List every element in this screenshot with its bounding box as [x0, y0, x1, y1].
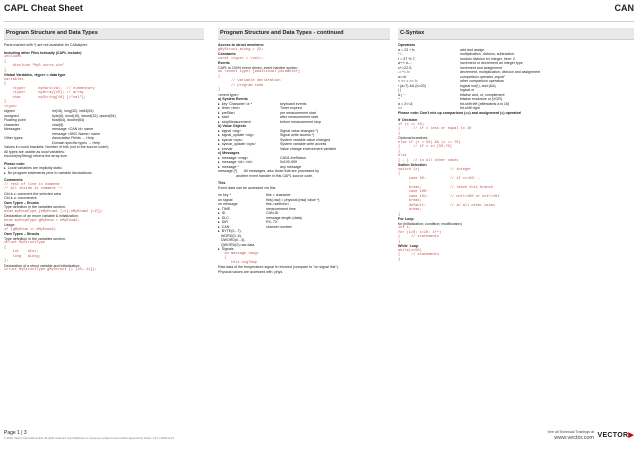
text-line: Values in round brackets: Number of bits (not in the source code!). — [4, 145, 110, 149]
term: ▸ key 'Character' or * — [218, 101, 253, 106]
description: modulo division for integer, here: 2 — [460, 56, 515, 61]
code-line: { // statements — [398, 235, 439, 239]
description: System variable value changed — [280, 137, 330, 142]
code-line: for (i=0; i<10; i++) — [398, 230, 442, 235]
code-line: variables — [4, 77, 24, 82]
description: measurement time — [266, 206, 296, 211]
code-line: { — [4, 59, 7, 64]
code-line: if (gMyEnum == eMyEnum2) — [4, 227, 56, 232]
term: | | — [398, 88, 401, 92]
column-c-syntax — [398, 28, 634, 262]
code-line: int i; — [398, 226, 411, 230]
bus-label: CAN — [614, 3, 634, 13]
code-line: <type> — [4, 104, 17, 109]
code-line: break; — [398, 199, 422, 203]
term: on signal — [218, 197, 233, 202]
description: keyboard events — [280, 101, 307, 106]
text-line: Usage: — [4, 223, 16, 227]
code-line: if (x <= 10) — [398, 122, 424, 127]
code-line: const <type> = <val>; — [218, 56, 264, 61]
term: Other types — [4, 136, 23, 140]
description: add and assign — [460, 47, 485, 52]
header-divider — [4, 21, 634, 22]
term: ▸ timer <tmr> — [218, 106, 241, 110]
section-heading: Please note: Don't mix up comparison (==) and assignment (=) operator! — [398, 110, 522, 115]
term: & | ~ — [398, 92, 406, 97]
term: * / - — [398, 52, 404, 56]
term: ▸ DLC — [218, 215, 229, 220]
term: >> — [398, 106, 403, 110]
term: c+=22.0; — [398, 65, 412, 70]
term: ^ — [398, 97, 400, 101]
text-line: Event data can be accessed via this. — [218, 185, 277, 190]
term: a = 2<<3; — [398, 101, 414, 106]
description: this[.raw] = physical [raw] value *) — [266, 197, 320, 202]
section-heading: Operators — [398, 43, 416, 47]
code-line: } — [398, 212, 401, 217]
term: WORD(0..6), — [218, 233, 242, 238]
column-structure — [4, 28, 204, 273]
code-line: case 100: — [398, 190, 429, 194]
text-line: Declaration of an enum variable & initialization: — [4, 214, 79, 218]
description: bit-shift right — [460, 106, 480, 110]
code-line: case 101: // cnt+=100 or cnt+=101 — [398, 194, 500, 199]
section-heading: b) Value Objects — [218, 124, 246, 128]
term: ▸ signal_update <sig> — [218, 133, 254, 137]
description: Associative Fields → Help — [52, 136, 94, 140]
text-line: Optional branches: — [398, 136, 429, 140]
description: this.<selector> — [266, 202, 290, 206]
term: ▸ envvar — [218, 146, 233, 151]
description: increment or decrement an integer type — [460, 61, 523, 65]
description: message <DBC-Name> name — [52, 131, 101, 136]
term: signed — [4, 109, 15, 113]
description: other comparison operators — [460, 79, 504, 83]
text-line: ▸ No program statements prior to variable declarations — [4, 170, 92, 175]
term: ▸ BYTE(0...7), — [218, 229, 242, 233]
term: Messages — [4, 127, 21, 131]
code-line: else — [398, 154, 407, 158]
code-line: }; — [4, 259, 9, 263]
page-title: CAPL Cheat Sheet — [4, 3, 83, 13]
code-line: } — [398, 149, 401, 154]
term: unsigned — [4, 113, 19, 118]
description: logical or — [460, 88, 475, 92]
code-line: enum myEnumType {eMyEnum1 [=1],eMyEnum2 [=2]}; — [4, 209, 104, 214]
code-line: } — [398, 131, 401, 136]
code-line: { — [218, 74, 221, 79]
description: increment and assignment — [460, 65, 503, 70]
code-line: struct MyStructType — [4, 241, 45, 245]
description: channel number — [266, 224, 292, 229]
description: logical not(!), and (&&) — [460, 83, 496, 88]
term: r = 37 % 7; — [398, 56, 416, 61]
term: ▸ stopMeasurement — [218, 119, 251, 124]
description: Value change environment variable — [280, 146, 337, 151]
term: ▸ signal <sig> — [218, 128, 241, 133]
term: ▸ sysvar <sys> — [218, 137, 243, 142]
code-line: char myString[10] [="val"]; — [4, 95, 86, 100]
section-heading: If Decision — [398, 118, 418, 122]
code-line: <type> myVar1=val; // elementary — [4, 86, 95, 91]
code-line: struct MyStructType gMyStruct [= {10,-11}]; — [4, 268, 97, 272]
term: on message — [218, 202, 238, 206]
code-line: … — [398, 181, 411, 185]
column-heading: C-Syntax — [398, 28, 634, 40]
code-line: default: // in all other cases — [398, 203, 496, 208]
text-line: Declaration of a struct variable and initialization: — [4, 263, 81, 268]
code-line: <type> myArray[10]; // array — [4, 91, 84, 95]
text-line: elcount(myString) returns the array size. — [4, 154, 68, 158]
description: bitwise exclusive or (XOR) — [460, 97, 503, 101]
section-heading: Switch Selection — [398, 163, 427, 167]
code-line: break; — [398, 208, 422, 212]
term: character — [4, 122, 19, 127]
term: ▸ ID — [218, 211, 226, 215]
text-line: Raw data of the temperature signal is returned (compare to "on signal this"). — [218, 265, 339, 269]
description: any message — [280, 164, 302, 169]
description: comparison operator „equal" — [460, 74, 506, 79]
code-line: } — [398, 239, 401, 244]
code-line: this.sigTemp — [218, 260, 257, 265]
description: float(64), double(64) — [52, 118, 85, 122]
code-line: switch (x) // integer — [398, 167, 472, 172]
description: char(8) — [52, 122, 64, 127]
term: ▸ TIME — [218, 206, 231, 211]
description: byte(8), word(16), dword(32), qword(64) — [52, 113, 116, 118]
logo-triangle-icon: ▶ — [628, 432, 634, 439]
term: DWORD(0...4), — [218, 238, 246, 242]
section-heading: c) Messages — [218, 151, 240, 155]
code-line: { … } // in all other cases — [398, 158, 459, 163]
code-line: /* all inside is comment */ — [4, 187, 63, 191]
section-heading: Events — [218, 61, 230, 65]
term: < <= > >= != — [398, 79, 418, 83]
code-line: long aLong; — [4, 254, 41, 259]
website-link[interactable]: www.vector.com — [554, 435, 594, 441]
column-heading: Program Structure and Data Types - continued — [218, 28, 390, 40]
term: ▸ message <id>-<id> — [218, 160, 253, 164]
description: System variable write access — [280, 142, 327, 146]
text-line: message [*] All messages, also those that are processed by — [218, 169, 320, 173]
code-line: // rest of line is comment — [4, 182, 61, 187]
description: bitwise and, or, complement — [460, 92, 505, 97]
code-line: // program code — [218, 83, 264, 88]
code-line: includes — [4, 55, 22, 59]
term: ! (a<7) && (b>20) — [398, 83, 426, 88]
description: multiplication, division, subtraction — [460, 52, 515, 56]
description: message <CAN id> name — [52, 127, 94, 131]
code-line: int aInt; — [4, 250, 39, 254]
term: QWORD(0) raw data — [218, 242, 255, 247]
description: bit-shift left (afterwards a is 16) — [460, 101, 510, 106]
text-line: Parts marked with *) are not available for CANalyzer. — [4, 43, 88, 47]
description: CAN-ID — [266, 211, 279, 215]
code-line: case 50: // if x==50: … — [398, 176, 480, 181]
section-heading: Access to struct members: — [218, 43, 265, 47]
column-structure-continued — [218, 28, 390, 274]
code-line: on message <msg> — [218, 251, 259, 256]
term: a = 23 + b; — [398, 47, 416, 52]
code-line: } — [4, 100, 7, 104]
code-line: } — [4, 68, 7, 73]
section-heading: While Loop — [398, 244, 419, 248]
text-line: ▸ Local variables are implicitly static. — [4, 166, 63, 170]
text-line: Physical values are accessed with .phys. — [218, 269, 284, 274]
description: before measurement stop — [280, 119, 321, 124]
section-heading: a) System Events — [218, 97, 248, 101]
text-line: <event type> — [218, 92, 239, 97]
section-heading: Own Types – Enums — [4, 200, 39, 205]
description: CAN1.frmStatus — [280, 155, 306, 160]
text-line: All types are usable as local variables. — [4, 149, 65, 154]
section-heading: Own Types – Structs — [4, 232, 40, 236]
code-line: { — [398, 172, 401, 176]
code-line: { // if x less or equal to 10 — [398, 127, 472, 131]
term: ▸ DIR — [218, 220, 228, 224]
code-line: { // statements — [398, 253, 439, 257]
code-line: { — [4, 245, 7, 250]
section-heading: Including other Files textually (CAPL include) — [4, 50, 82, 55]
term: a++; b--; — [398, 61, 412, 65]
text-line: CAPL is 100% event driven, event handler syntax: — [218, 65, 298, 70]
code-line: gMyStruct.aLong = 22; — [218, 47, 264, 52]
term: ▸ message * — [218, 164, 239, 169]
description: RX, TX — [266, 220, 278, 224]
section-heading: This — [218, 181, 226, 185]
term: ▸ start — [218, 115, 229, 119]
code-line: } — [398, 257, 401, 262]
code-line: while(x<50) — [398, 248, 422, 253]
code-line: { — [218, 256, 227, 260]
column-heading: Program Structure and Data Types — [4, 28, 204, 40]
description: after measurement start — [280, 115, 319, 119]
page-footer — [4, 430, 634, 448]
description: Signal value changed *) — [280, 128, 318, 133]
term: ▸ CAN — [218, 224, 230, 229]
description: int(16), long(32), int64(64) — [52, 109, 94, 113]
term: a==b — [398, 74, 407, 79]
code-line: break; // leave this branch — [398, 185, 493, 190]
code-line: } — [218, 88, 221, 92]
code-line: { // if x in [50,70] — [398, 145, 452, 149]
description: Signal write access *) — [280, 133, 315, 137]
page-number: Page 1 | 3 — [4, 430, 27, 436]
term: on key * — [218, 193, 231, 197]
section-heading: Please note: — [4, 161, 26, 166]
description: 0x100-999 — [280, 160, 297, 164]
code-line: else if (x > 50) && (x <= 70) — [398, 140, 461, 145]
description: decrement, multiplication, division and assignment — [460, 70, 541, 74]
text-line: Type definition in the variables section: — [4, 205, 66, 209]
description: Domain specific types → Help — [52, 140, 100, 145]
term: ▸ preStart — [218, 110, 235, 115]
code-line: // variable declaration — [218, 79, 281, 83]
term: Floating point — [4, 118, 26, 122]
section-heading: Comments — [4, 178, 23, 182]
term: -= *= /= — [398, 70, 410, 74]
description: message length (data) — [266, 215, 302, 220]
text-line: Ctrl-k-c: comment the selected area — [4, 191, 61, 196]
term: ▸ message <msg> — [218, 155, 249, 160]
code-line: #include "MyS ource.cin" — [4, 64, 65, 68]
text-line: another event handler in this CAPL source code. — [218, 173, 314, 178]
text-line: Type definition in the variables section: — [4, 236, 66, 241]
page-header — [4, 3, 634, 19]
section-heading: Constants — [218, 52, 236, 56]
section-heading: For Loop — [398, 217, 414, 221]
description: this = character — [266, 193, 291, 197]
term: ▸ sysvar_update <sys> — [218, 142, 256, 146]
text-line: for (initialization; condition; modification) — [398, 221, 462, 226]
text-line: Ctrl-k-u: uncomment — [4, 196, 37, 200]
code-line: enum myEnumType gMyEnum = eMyEnum2; — [4, 218, 80, 223]
section-heading: Global Variables, <type> = data type — [4, 73, 66, 77]
trainings-text: See all Technical Trainings at — [547, 430, 594, 434]
description: Timer expired — [280, 106, 302, 110]
description: pre measurement start — [280, 110, 317, 115]
copyright-text: © 2016. Vector Informatik GmbH. All rights reserved. Any distribution or copying is subject to prior written approval by Vector. V1.0 | 2016-12-21 — [4, 437, 175, 440]
term: ▸ Signals — [218, 247, 234, 251]
code-line: on <event type> [additional parameter] — [218, 70, 300, 74]
code-line: { — [4, 82, 7, 86]
vector-logo: VECTOR▶ — [597, 432, 634, 439]
